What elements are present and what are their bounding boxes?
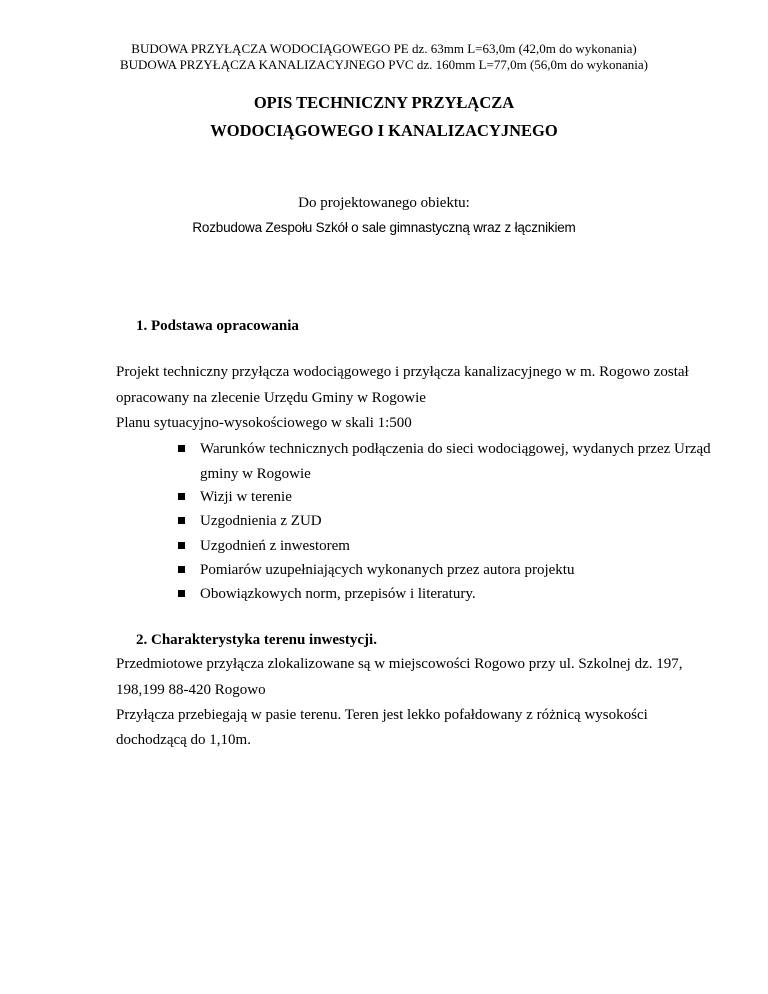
section-1-line: Projekt techniczny przyłącza wodociągowego i przyłącza kanalizacyjnego w m. Rogowo został bbox=[116, 364, 689, 380]
section-2-line: dochodzącą do 1,10m. bbox=[116, 732, 251, 748]
bullet-text: Uzgodnień z inwestorem bbox=[200, 538, 350, 554]
subject-name: Rozbudowa Zespołu Szkół o sale gimnastyczną wraz z łącznikiem bbox=[192, 220, 576, 235]
square-bullet-icon bbox=[178, 542, 185, 549]
bullet-text: Warunków technicznych podłączenia do sieci wodociągowej, wydanych przez Urząd bbox=[200, 441, 711, 457]
document-title-line-2: WODOCIĄGOWEGO I KANALIZACYJNEGO bbox=[210, 121, 558, 140]
subject-intro: Do projektowanego obiektu: bbox=[298, 195, 470, 211]
square-bullet-icon bbox=[178, 590, 185, 597]
bullet-text: Pomiarów uzupełniających wykonanych przez autora projektu bbox=[200, 562, 575, 578]
section-1-line: Planu sytuacyjno-wysokościowego w skali 1:500 bbox=[116, 415, 412, 431]
bullet-text: Wizji w terenie bbox=[200, 489, 292, 505]
section-2-line: Przyłącza przebiegają w pasie terenu. Teren jest lekko pofałdowany z różnicą wysokości bbox=[116, 707, 648, 723]
header-line-water: BUDOWA PRZYŁĄCZA WODOCIĄGOWEGO PE dz. 63mm L=63,0m (42,0m do wykonania) bbox=[131, 41, 637, 56]
square-bullet-icon bbox=[178, 566, 185, 573]
header-line-sewer: BUDOWA PRZYŁĄCZA KANALIZACYJNEGO PVC dz. 160mm L=77,0m (56,0m do wykonania) bbox=[119, 57, 649, 72]
section-1-heading: 1. Podstawa opracowania bbox=[136, 318, 299, 334]
section-2-line: Przedmiotowe przyłącza zlokalizowane są w miejscowości Rogowo przy ul. Szkolnej dz. 197, bbox=[116, 656, 683, 672]
square-bullet-icon bbox=[178, 517, 185, 524]
section-2-heading: 2. Charakterystyka terenu inwestycji. bbox=[136, 632, 377, 648]
section-2-line: 198,199 88-420 Rogowo bbox=[116, 682, 266, 698]
square-bullet-icon bbox=[178, 445, 185, 452]
square-bullet-icon bbox=[178, 493, 185, 500]
bullet-continuation: gminy w Rogowie bbox=[200, 466, 311, 482]
bullet-text: Obowiązkowych norm, przepisów i literatury. bbox=[200, 586, 476, 602]
document-title-line-1: OPIS TECHNICZNY PRZYŁĄCZA bbox=[253, 93, 515, 112]
bullet-text: Uzgodnienia z ZUD bbox=[200, 513, 322, 529]
section-1-line: opracowany na zlecenie Urzędu Gminy w Rogowie bbox=[116, 390, 426, 406]
